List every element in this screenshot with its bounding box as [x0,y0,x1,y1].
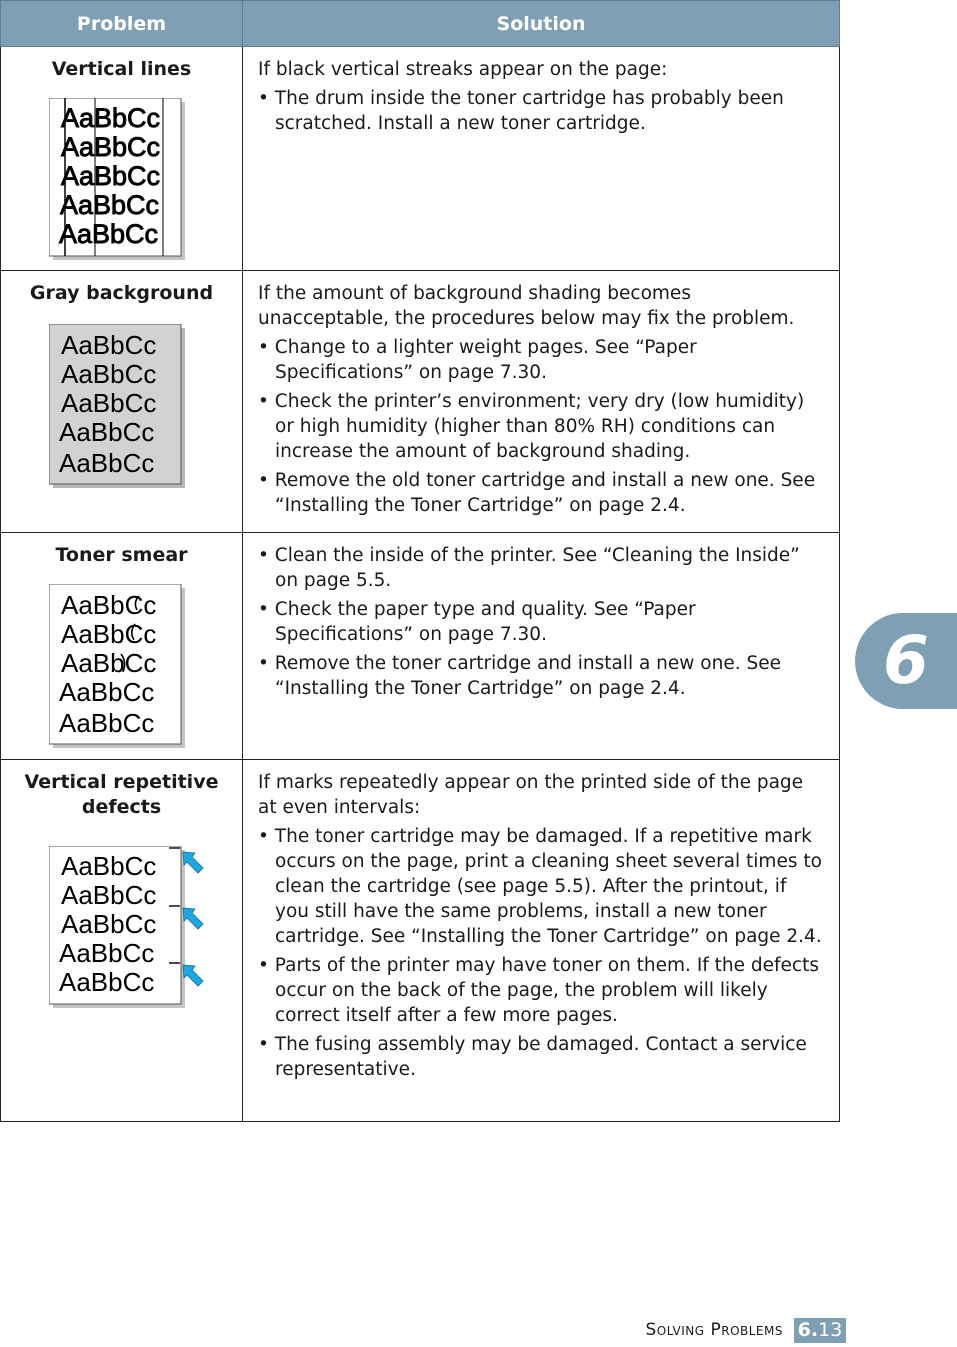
page-number-suffix: 13 [818,1319,843,1341]
sample-text-line: AaBbCc [59,417,155,447]
solution-bullet: • Remove the toner cartridge and install a new one. See “Installing the Toner Cartridge” on page 2.4. [258,651,823,701]
chapter-tab [855,613,957,709]
solution-bullet: • The toner cartridge may be damaged. If a repetitive mark occurs on the page, print a cleaning sheet several times to clean the cartridge (see page 5.5). After the printout, if you still have the same problems, install a new toner cartridge. See “Installing the Toner Cartridge” on page 2.4. [258,824,823,949]
solution-intro: If marks repeatedly appear on the printed side of the page at even intervals: [258,772,804,818]
toner-smear-sample-illustration [49,584,189,748]
arrow-icon [183,852,203,986]
sample-text-line: AaBbCc [60,190,160,220]
page-number-prefix: 6. [797,1319,819,1341]
header-solution: Solution [243,1,840,47]
solution-intro: If the amount of background shading becomes unacceptable, the procedures below may fix the problem. [258,283,795,329]
problem-title: Gray background [29,282,214,304]
table-row [1,760,840,1122]
header-problem: Problem [1,1,243,47]
sample-text-line: AaBbCc [61,648,157,678]
sample-text-line: AaBbCc [59,967,155,997]
vertical-lines-sample-illustration [49,98,189,262]
solution-bullet: • Check the printer’s environment; very dry (low humidity) or high humidity (higher than 80% RH) conditions can increase the amount of background shading. [258,389,823,464]
table-row [1,47,840,271]
sample-text-line: AaBbCc [61,851,157,881]
solution-bullet: • The drum inside the toner cartridge has probably been scratched. Install a new toner cartridge. [258,86,823,136]
solution-bullet: • Parts of the printer may have toner on them. If the defects occur on the back of the page, the problem will likely correct itself after a few more pages. [258,953,823,1028]
sample-text-line: AaBbCc [59,219,159,249]
solution-cell [243,533,840,760]
problem-cell [1,271,243,533]
gray-background-sample-illustration [49,324,189,488]
problem-cell [1,760,243,1122]
sample-text-line: AaBbCc [59,708,155,738]
solution-cell [243,271,840,533]
footer-section-title-text: Solving Problems [645,1320,783,1340]
solution-bullet: • The fusing assembly may be damaged. Contact a service representative. [258,1032,823,1082]
sample-text-line: AaBbCc [59,677,155,707]
sample-text-line: AaBbCc [61,359,157,389]
sample-text-line: AaBbCc [61,619,157,649]
table-row [1,271,840,533]
footer-section-title [608,1320,783,1340]
page-number [794,1318,846,1343]
sample-text-line: AaBbCc [61,330,157,360]
repetitive-defects-sample-illustration [49,846,209,1010]
problem-cell [1,533,243,760]
table-header-row [1,1,840,47]
sample-text-line: AaBbCc [61,909,157,939]
solution-intro: If black vertical streaks appear on the page: [258,59,668,80]
sample-text-line: AaBbCc [59,448,155,478]
solution-cell [243,760,840,1122]
solution-bullet: • Clean the inside of the printer. See “Cleaning the Inside” on page 5.5. [258,543,823,593]
problem-cell [1,47,243,271]
solution-bullet: • Check the paper type and quality. See “Paper Specifications” on page 7.30. [258,597,823,647]
solution-bullet: • Change to a lighter weight pages. See “Paper Specifications” on page 7.30. [258,335,823,385]
sample-text-line: AaBbCc [61,388,157,418]
sample-text-line: AaBbCc [61,132,161,162]
chapter-number: 6 [883,622,929,699]
problem-title: Vertical repetitive defects [24,771,219,818]
sample-text-line: AaBbCc [59,938,155,968]
problem-title: Toner smear [55,544,188,566]
problem-title: Vertical lines [51,58,192,80]
solution-bullet: • Remove the old toner cartridge and install a new one. See “Installing the Toner Cartridge” on page 2.4. [258,468,823,518]
sample-text-line: AaBbCc [61,590,157,620]
solution-cell [243,47,840,271]
sample-text-line: AaBbCc [61,103,161,133]
table-row [1,533,840,760]
sample-text-line: AaBbCc [61,161,161,191]
sample-text-line: AaBbCc [61,880,157,910]
